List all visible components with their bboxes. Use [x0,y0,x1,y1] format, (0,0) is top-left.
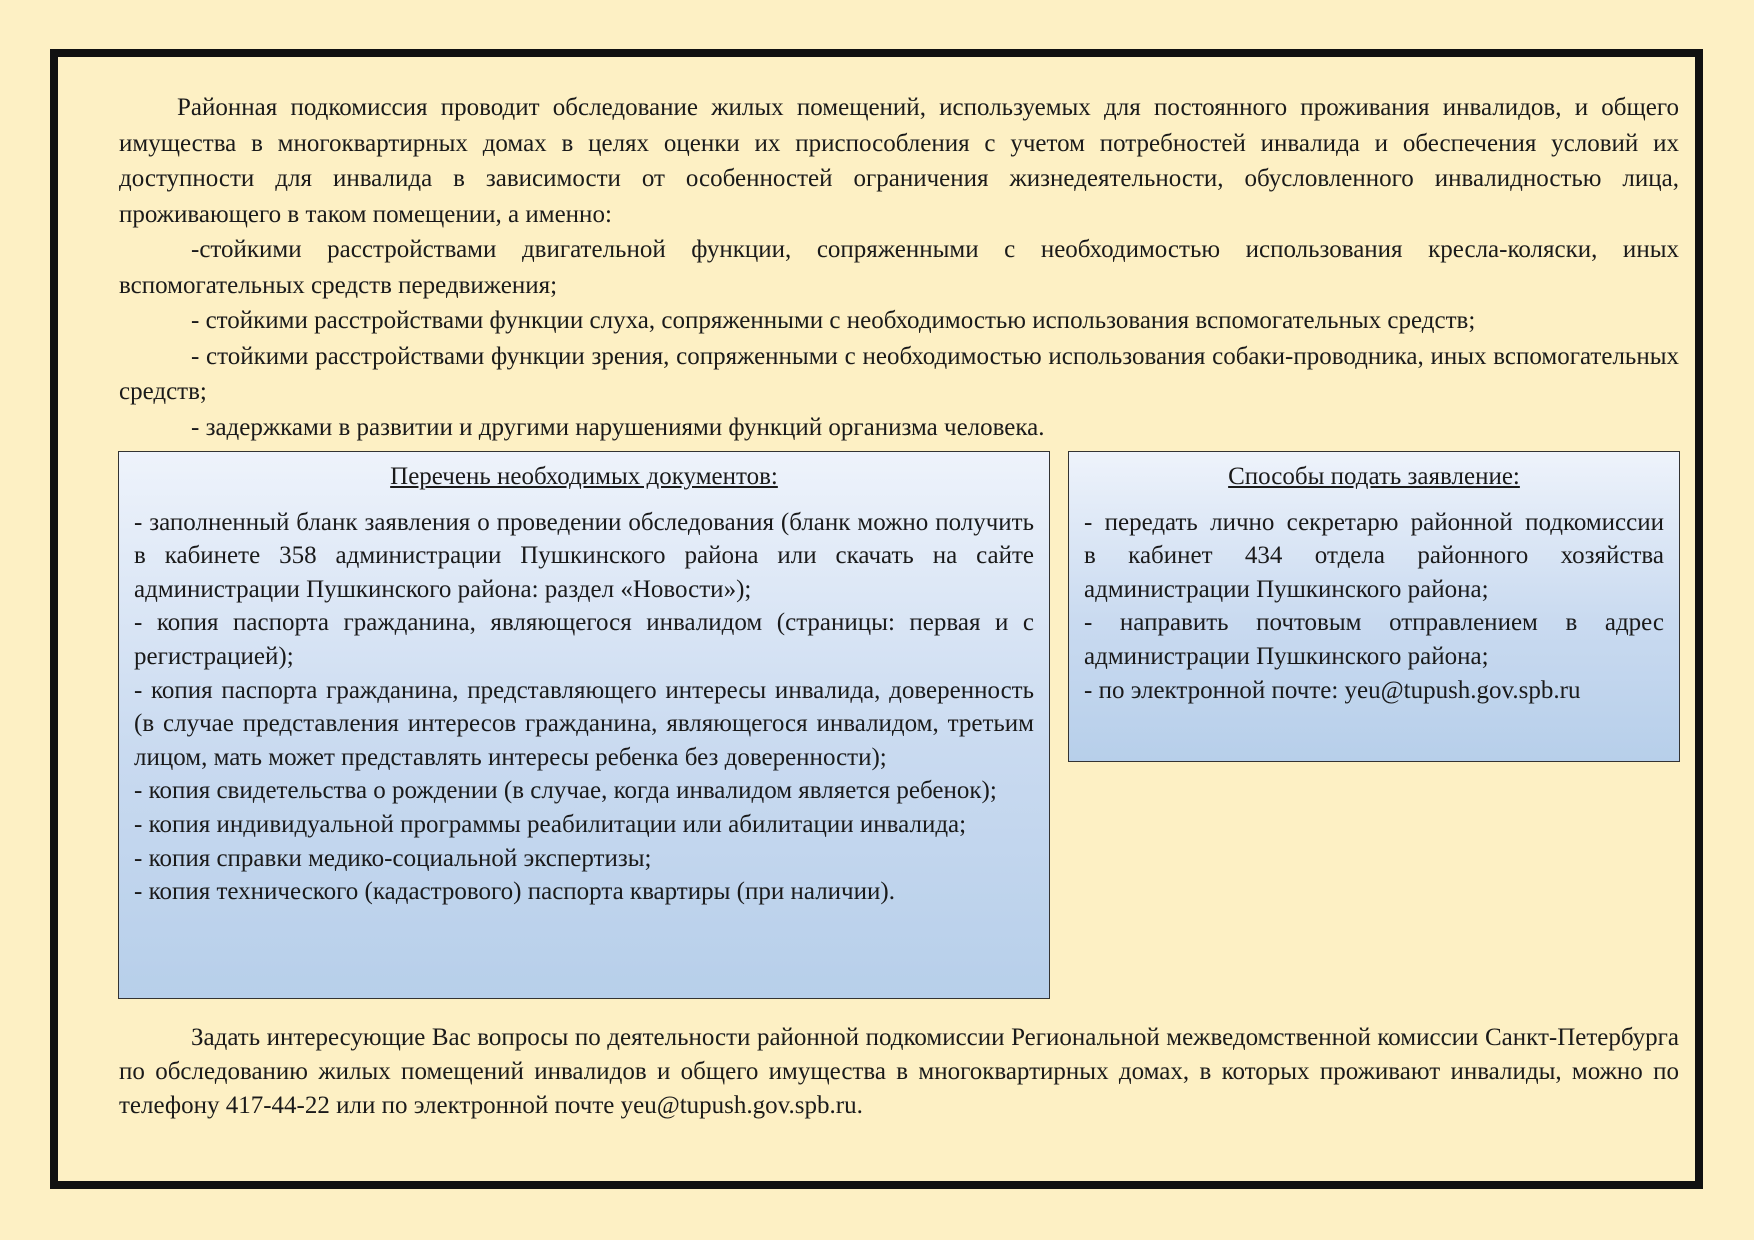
method-item: - по электронной почте: yeu@tupush.gov.spb.ru [1084,676,1581,704]
footer-section [119,1021,1679,1123]
documents-title: Перечень необходимых документов: [390,463,778,490]
document-item: - копия паспорта гражданина, представляющего интересы инвалида, доверенность (в случае представления интересов гражданина, являющегося инвалидом, третьим лицом, мать может представлять интересы ребенка без доверенности); [134,676,1034,771]
document-item: - копия технического (кадастрового) паспорта квартиры (при наличии). [134,878,895,906]
document-item: - копия индивидуальной программы реабилитации или абилитации инвалида; [134,810,967,838]
footer-paragraph: Задать интересующие Вас вопросы по деятельности районной подкомиссии Региональной межведомственной комиссии Санкт-Петербурга по обследованию жилых помещений инвалидов и общего имущества в многоквартирных домах, в которых проживают инвалиды, можно по телефону 417-44-22 или по электронной почте yeu@tupush.gov.spb.ru. [119,1024,1679,1119]
documents-box [118,451,1050,999]
intro-section [119,90,1679,445]
intro-paragraph: Районная подкомиссия проводит обследование жилых помещений, используемых для постоянного проживания инвалидов, и общего имущества в многоквартирных домах в целях оценки их приспособления с учетом потребностей инвалида и обеспечения условий их доступности для инвалида в зависимости от особенностей ограничения жизнедеятельности, обусловленного инвалидностью лица, проживающего в таком помещении, а именно: [119,94,1679,228]
intro-item-vision: - стойкими расстройствами функции зрения, сопряженными с необходимостью использования собаки-проводника, иных вспомогательных средств; [119,342,1679,405]
document-item: - заполненный бланк заявления о проведении обследования (бланк можно получить в кабинете 358 администрации Пушкинского района или скачать на сайте администрации Пушкинского района: раздел «Новости»); [134,508,1034,603]
method-item: - передать лично секретарю районной подкомиссии [1084,508,1664,536]
method-item: в кабинет 434 отдела районного хозяйства администрации Пушкинского района; [1084,542,1664,603]
document-item: - копия паспорта гражданина, являющегося инвалидом (страницы: первая и с регистрацией); [134,609,1034,670]
document-item: - копия справки медико-социальной экспертизы; [134,844,652,872]
methods-box [1068,451,1680,762]
method-item: - направить почтовым отправлением в адрес администрации Пушкинского района; [1084,609,1664,670]
methods-title: Способы подать заявление: [1228,463,1520,490]
document-item: - копия свидетельства о рождении (в случае, когда инвалидом является ребенок); [134,777,997,805]
intro-item-development: - задержками в развитии и другими нарушениями функций организма человека. [191,413,1045,441]
intro-item-hearing: - стойкими расстройствами функции слуха, сопряженными с необходимостью использования вспомогательных средств; [191,307,1476,334]
intro-item-motor: -стойкими расстройствами двигательной функции, сопряженными с необходимостью использования кресла-коляски, иных вспомогательных средств передвижения; [119,236,1679,299]
